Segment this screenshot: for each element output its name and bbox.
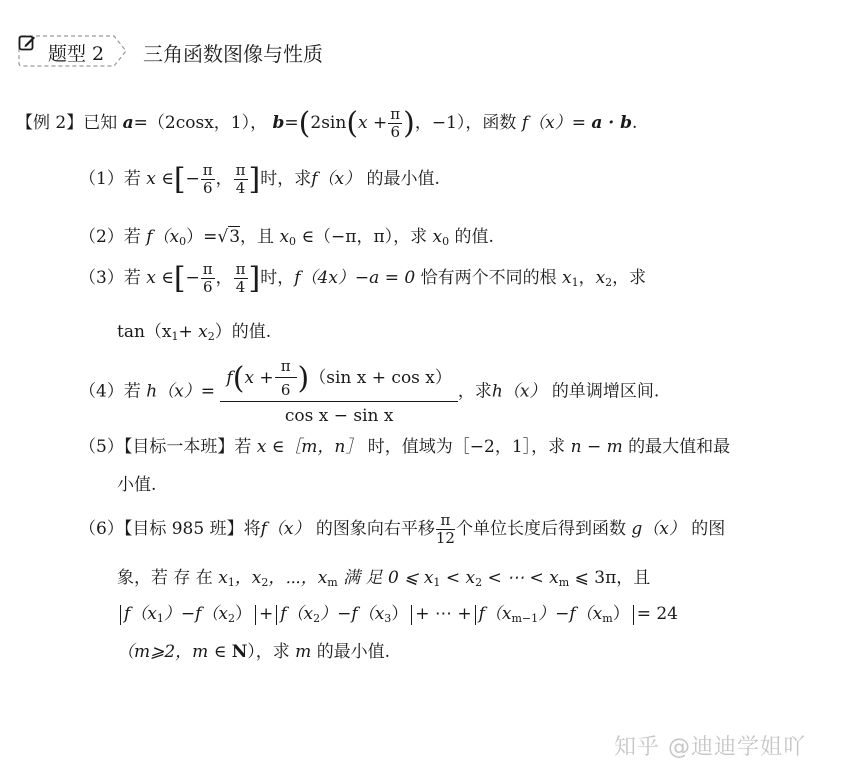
question-6: （6）【目标 985 班】将f（x） 的图象向右平移 $\frac{\pi}{12}$ 个单位长度后得到函数 g（x） 的图 [79,511,726,547]
question-3-line-2: $\tan(x_1+ x_2)$的值. [117,322,272,343]
question-5-line-2: 小值. [117,475,157,495]
question-6-line-4: （m⩾2，m ∈ N），求 m 的最小值. [117,642,391,662]
zhihu-watermark: 知乎 @迪迪学姐吖 [614,735,806,760]
question-number: （2） [79,227,124,247]
question-number: （5） [79,437,124,457]
edit-icon [18,34,36,52]
question-5: （5）【目标一本班】若 x ∈［m，n］ 时，值域为［−2，1］，求 n − m 的最大值和最 [79,437,731,457]
question-number: （1） [79,169,124,189]
example-label: 【例 2】 [16,113,84,133]
question-type-tag [18,34,118,66]
question-6-line-3: $f(x_1)-f(x_2) + f(x_2)-f(x_3)$ + ⋯ + $f(x_{m-1})-f(x_m) = 24$ [117,599,678,625]
example-statement: 【例 2】已知 a=（2cosx，1）， b=(2sin(x + $\frac{\pi}{6}$ )，−1），函数 f（x）= a · b. [16,105,638,141]
question-number: （3） [79,268,124,288]
question-number: （6） [79,519,124,539]
question-3: （3）若 x ∈[− $\frac{\pi}{6}$ ， $\frac{\pi}{4}$ ]时，f（4x）−a = 0 恰有两个不同的根 $x_1$，$x_2$，求 [79,260,647,296]
section-heading: 三角函数图像与性质 [143,42,323,66]
fraction-pi-over-6: $\frac{\pi}{6}$ [390,105,401,141]
question-4: （4）若 h（x）= f(x + $\frac{\pi}{6}$ )（sin x + cos x） cos x − sin x ，求h（x） 的单调增区间. [79,357,660,426]
question-6-line-2: 象，若 存 在 $x_1$，$x_2$，⋯，$x_m$ 满 足 0 ⩽ $x_1 < x_2$ < ⋯ < $x_m$ ⩽ 3π，且 [117,568,651,589]
question-number: （4） [79,381,124,402]
question-1: （1）若 x ∈[− $\frac{\pi}{6}$ ， $\frac{\pi}{4}$ ]时，求f（x） 的最小值. [79,161,440,197]
class-tag: 【目标一本班】 [123,437,235,457]
tag-label: 题型 2 [48,43,105,65]
question-2: （2）若 $f(x_0)=√3$，且 $x_0$ ∈（−π，π），求 $x_0$ 的值. [79,227,494,248]
h-fraction: f(x + $\frac{\pi}{6}$ )（sin x + cos x） cos x − sin x [220,358,457,426]
class-tag: 【目标 985 班】 [123,519,244,539]
